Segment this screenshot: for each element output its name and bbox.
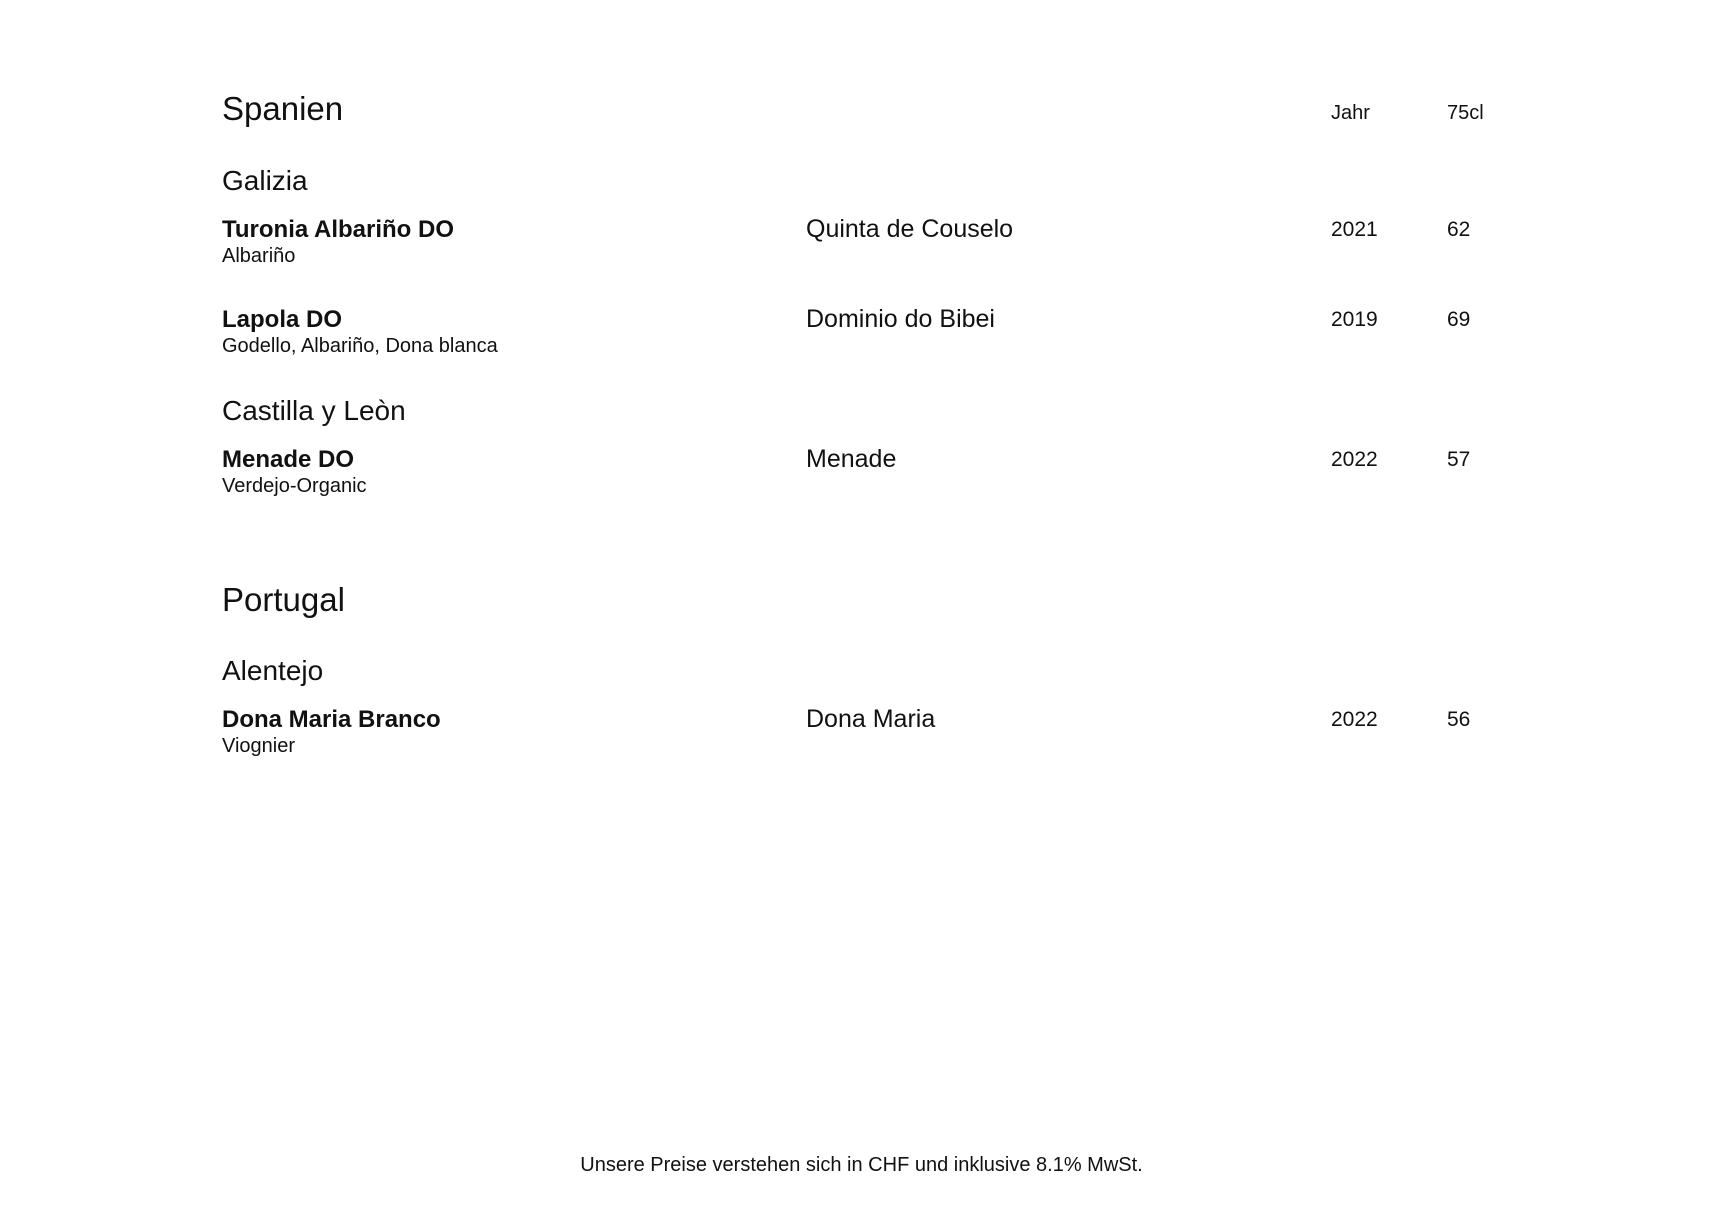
wine-name: Lapola DO	[222, 306, 343, 333]
wine-price: 69	[1447, 308, 1471, 331]
country-heading-spanien: Spanien	[222, 90, 344, 127]
wine-producer: Menade	[806, 445, 897, 473]
wine-grapes: Viognier	[222, 735, 296, 757]
wine-year: 2019	[1331, 308, 1378, 331]
wine-grapes: Albariño	[222, 245, 296, 267]
wine-grapes: Godello, Albariño, Dona blanca	[222, 335, 498, 357]
wine-year: 2022	[1331, 448, 1378, 471]
wine-producer: Dona Maria	[806, 705, 936, 733]
size-column-header: 75cl	[1447, 102, 1484, 124]
wine-name: Menade DO	[222, 446, 355, 473]
wine-price: 57	[1447, 448, 1471, 471]
wine-producer: Dominio do Bibei	[806, 305, 995, 333]
wine-price: 62	[1447, 218, 1471, 241]
country-heading-portugal: Portugal	[222, 581, 345, 618]
wine-grapes: Verdejo-Organic	[222, 475, 367, 497]
wine-name: Turonia Albariño DO	[222, 216, 454, 243]
region-heading-castilla-y-leon: Castilla y Leòn	[222, 395, 406, 426]
wine-name: Dona Maria Branco	[222, 706, 441, 733]
price-footnote: Unsere Preise verstehen sich in CHF und inklusive 8.1% MwSt.	[580, 1154, 1143, 1176]
wine-year: 2021	[1331, 218, 1378, 241]
wine-producer: Quinta de Couselo	[806, 215, 1014, 243]
region-heading-galizia: Galizia	[222, 165, 308, 196]
wine-year: 2022	[1331, 708, 1378, 731]
region-heading-alentejo: Alentejo	[222, 655, 324, 686]
wine-price: 56	[1447, 708, 1471, 731]
year-column-header: Jahr	[1331, 102, 1370, 124]
